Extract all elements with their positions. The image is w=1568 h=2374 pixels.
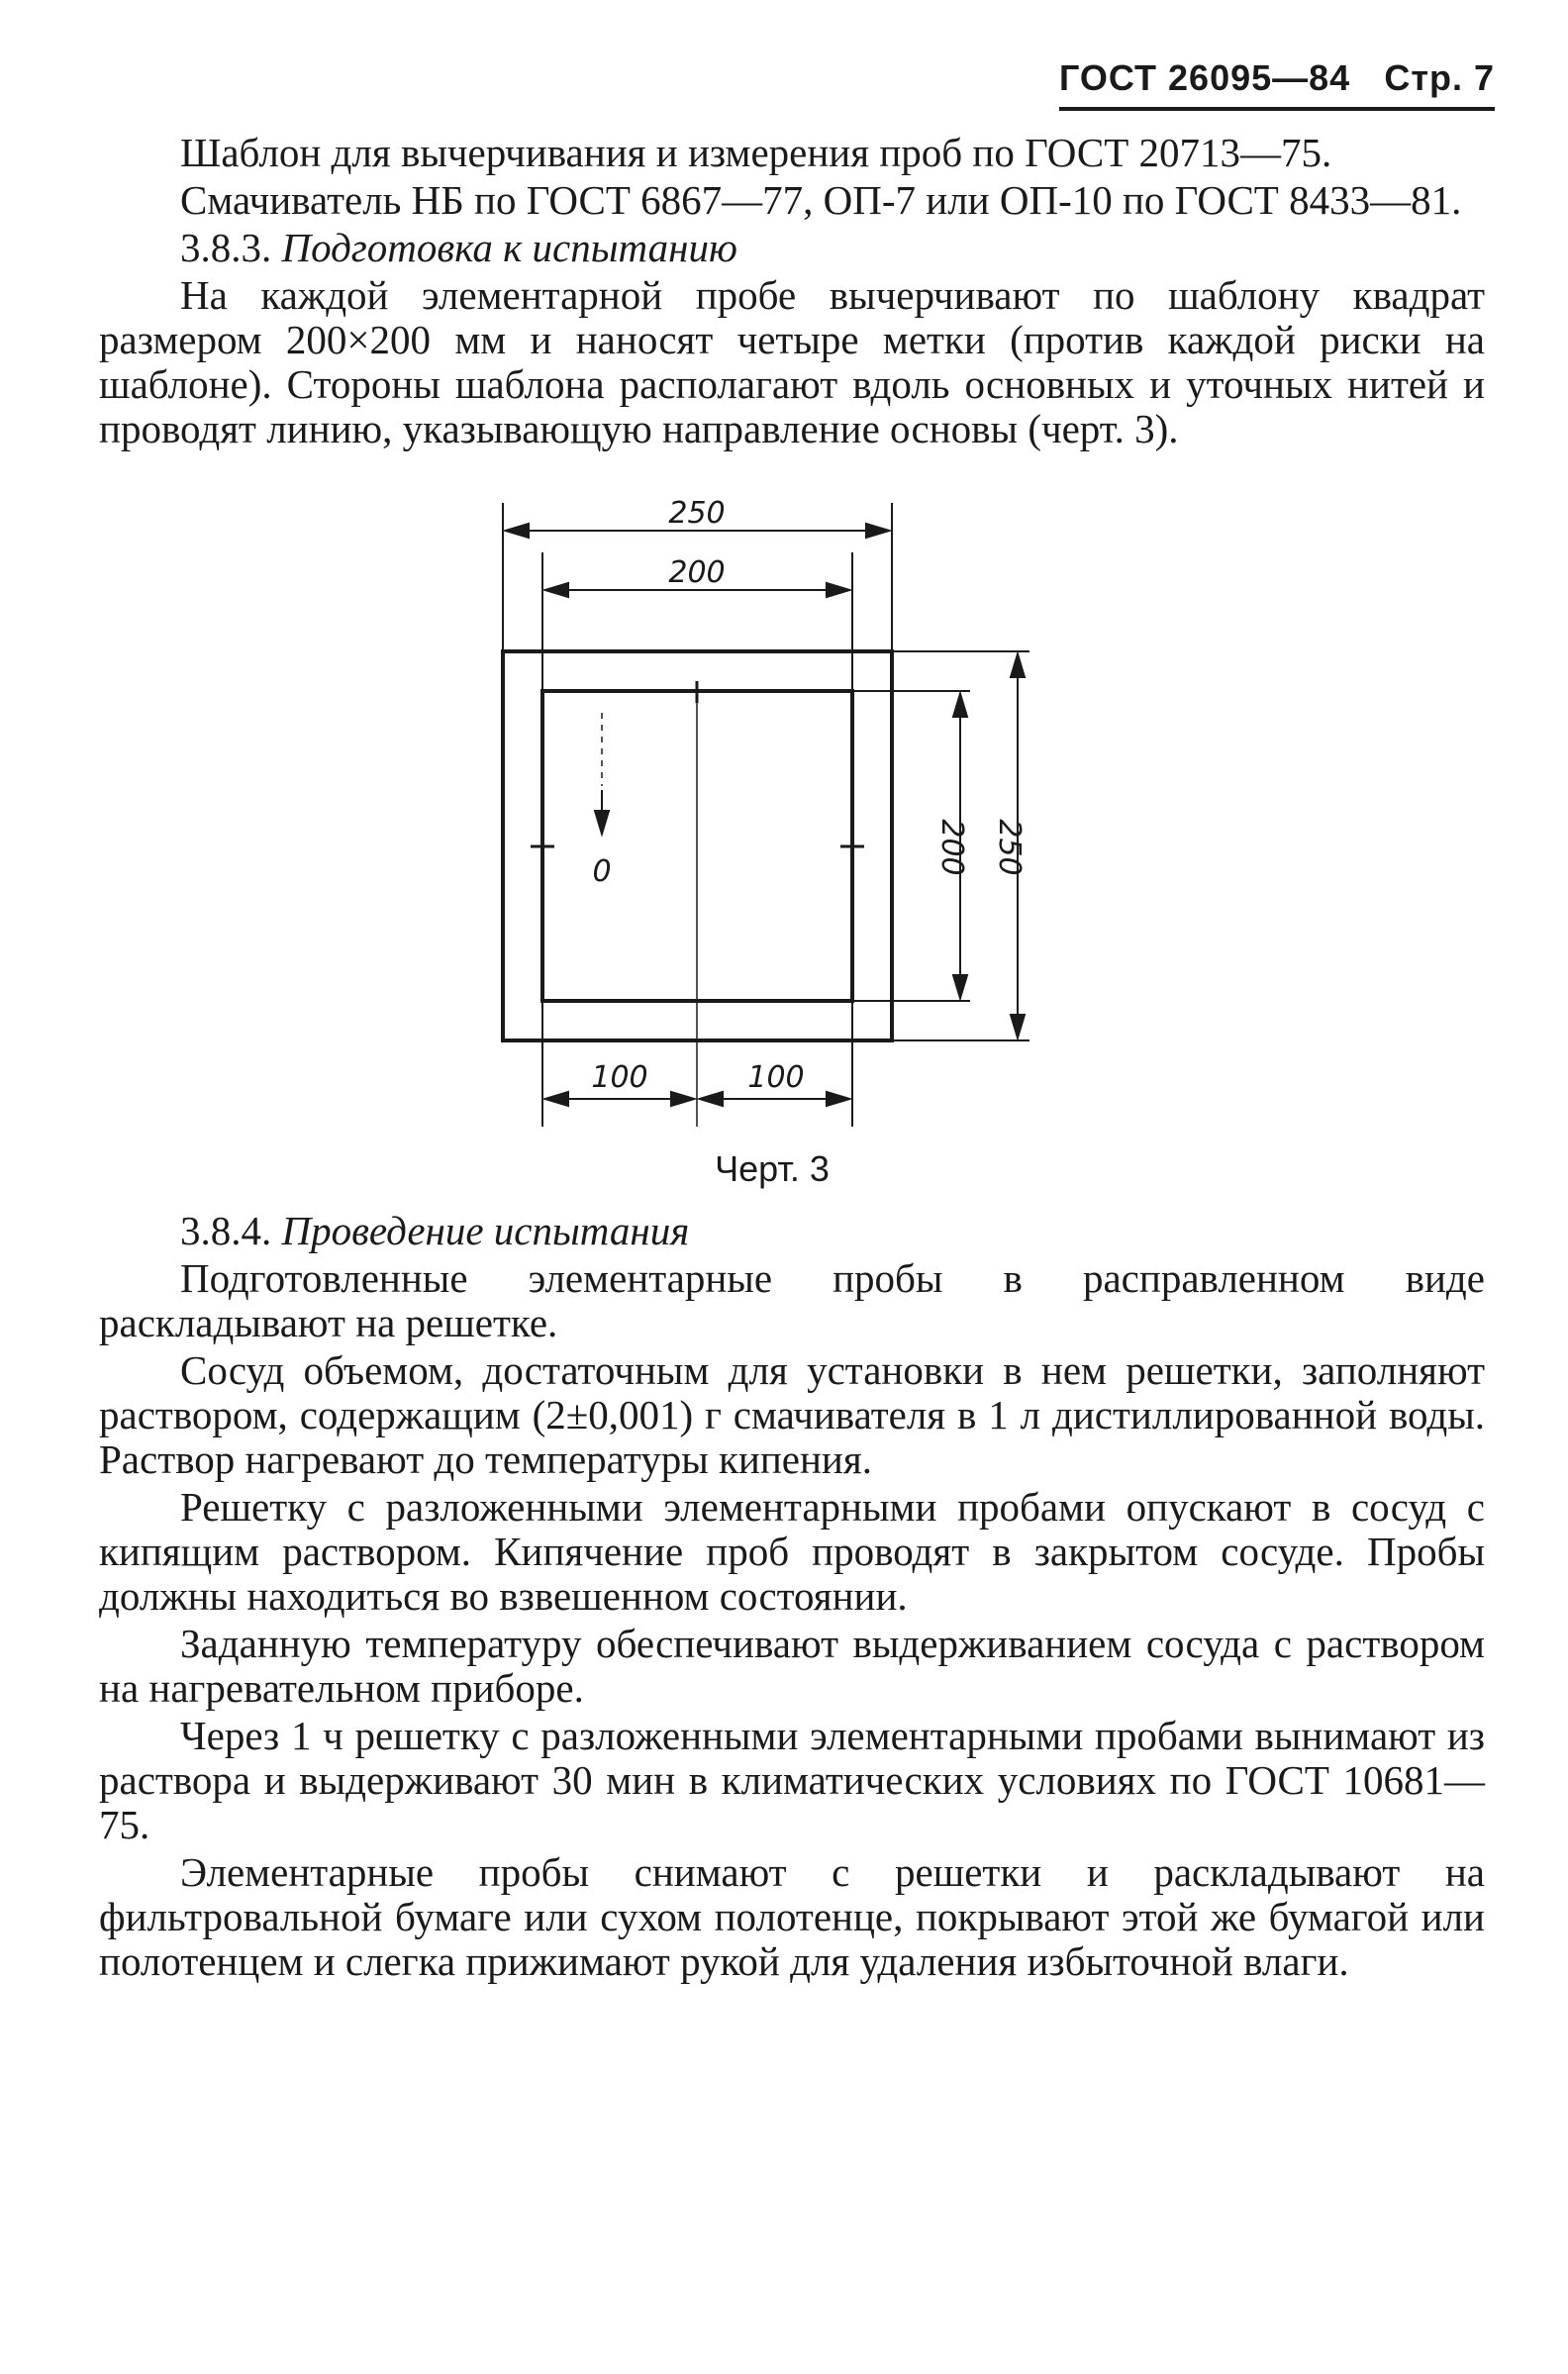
- section-number: 3.8.4.: [180, 1208, 272, 1253]
- section-heading-3-8-4: [99, 1209, 1485, 1253]
- page-number: Стр. 7: [1384, 57, 1495, 98]
- paragraph-drying: Элементарные пробы снимают с решетки и раскладывают на фильтровальной бумаге или сухом полотенце, покрывают этой же бумагой или полотенцем и слегка прижимают рукой для удаления избыточной влаги.: [99, 1849, 1485, 1984]
- paragraph-samples-on-grid: Подготовленные элементарные пробы в расправленном виде раскладывают на решетке.: [99, 1255, 1485, 1345]
- document-body: [99, 131, 1485, 1984]
- dimension-drawing: [99, 493, 1485, 1206]
- paragraph-boiling: Решетку с разложенными элементарными пробами опускают в сосуд с кипящим раствором. Кипячение проб проводят в закрытом сосуде. Пробы должны находиться во взвешенном состоянии.: [99, 1484, 1485, 1619]
- dim-outer-height: 250: [992, 819, 1027, 876]
- paragraph-conditioning: Через 1 ч решетку с разложенными элементарными пробами вынимают из раствора и выдерживают 30 мин в климатических условиях по ГОСТ 10681—75.: [99, 1713, 1485, 1847]
- dim-inner-height: 200: [934, 819, 969, 876]
- paragraph-template: Шаблон для вычерчивания и измерения проб по ГОСТ 20713—75.: [180, 130, 1332, 175]
- dim-inner-width: 200: [668, 555, 726, 590]
- section-title: Подготовка к испытанию: [281, 225, 737, 270]
- dim-outer-width: 250: [668, 496, 726, 531]
- section-number: 3.8.3.: [180, 225, 272, 270]
- page-header: [1059, 57, 1495, 111]
- dim-left-half: 100: [591, 1060, 648, 1095]
- warp-mark-label: 0: [592, 854, 612, 889]
- paragraph-vessel-solution: Сосуд объемом, достаточным для установки в нем решетки, заполняют раствором, содержащим (2±0,001) г смачивателя в 1 л дистиллированной воды. Раствор нагревают до температуры кипения.: [99, 1347, 1485, 1482]
- section-heading-3-8-3: [99, 226, 1485, 270]
- paragraph-temperature: Заданную температуру обеспечивают выдерживанием сосуда с раствором на нагревательном приборе.: [99, 1621, 1485, 1711]
- dim-right-half: 100: [747, 1060, 805, 1095]
- paragraph-preparation: На каждой элементарной пробе вычерчивают по шаблону квадрат размером 200×200 мм и наносят четыре метки (против каждой риски на шаблоне). Стороны шаблона располагают вдоль основных и уточных нитей и проводят линию, указывающую направление основы (черт. 3).: [99, 272, 1485, 451]
- figure-caption: Черт. 3: [715, 1148, 830, 1189]
- section-title: Проведение испытания: [281, 1208, 690, 1253]
- drawing-3: [99, 493, 1485, 1206]
- standard-number: ГОСТ 26095—84: [1059, 57, 1351, 98]
- paragraph-wetting-agent: Смачиватель НБ по ГОСТ 6867—77, ОП-7 или ОП-10 по ГОСТ 8433—81.: [180, 177, 1462, 223]
